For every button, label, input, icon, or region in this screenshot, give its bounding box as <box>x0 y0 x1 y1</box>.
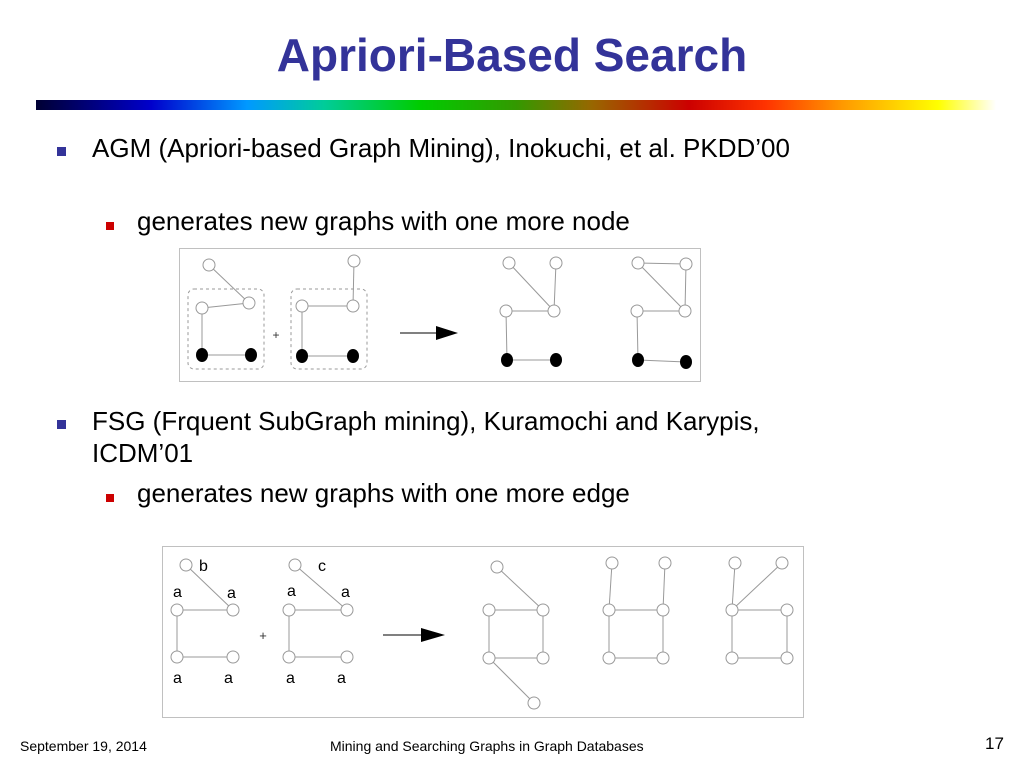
bullet-square-icon <box>57 147 66 156</box>
node-label: a <box>287 583 296 600</box>
agm-graph-diagram <box>180 249 700 381</box>
sub-bullet-square-icon <box>106 494 114 502</box>
plus-sign: + <box>259 628 267 643</box>
footer-date: September 19, 2014 <box>20 738 147 754</box>
node-label: a <box>173 670 182 687</box>
node-label: a <box>286 670 295 687</box>
node-label: a <box>173 584 182 601</box>
node-label: c <box>318 558 326 575</box>
node-label: a <box>224 670 233 687</box>
bullet-fsg: FSG (Frquent SubGraph mining), Kuramochi and Karypis, ICDM’01 <box>92 406 760 468</box>
sub-bullet-square-icon <box>106 222 114 230</box>
node-label: a <box>341 584 350 601</box>
slide-title: Apriori-Based Search <box>276 29 748 81</box>
bullet-agm: AGM (Apriori-based Graph Mining), Inokuchi, et al. PKDD’00 <box>92 133 790 163</box>
footer-course-title: Mining and Searching Graphs in Graph Databases <box>330 738 644 754</box>
sub-bullet-agm: generates new graphs with one more node <box>137 206 630 236</box>
bullet-square-icon <box>57 420 66 429</box>
sub-bullet-fsg: generates new graphs with one more edge <box>137 478 630 508</box>
fsg-graph-diagram <box>163 547 803 717</box>
node-label: b <box>199 558 208 575</box>
fsg-figure <box>162 546 804 718</box>
node-label: a <box>337 670 346 687</box>
plus-sign: + <box>272 328 280 342</box>
node-label: a <box>227 585 236 602</box>
agm-figure <box>179 248 701 382</box>
slide-number: 17 <box>985 734 1004 753</box>
title-gradient-rule <box>36 100 996 110</box>
